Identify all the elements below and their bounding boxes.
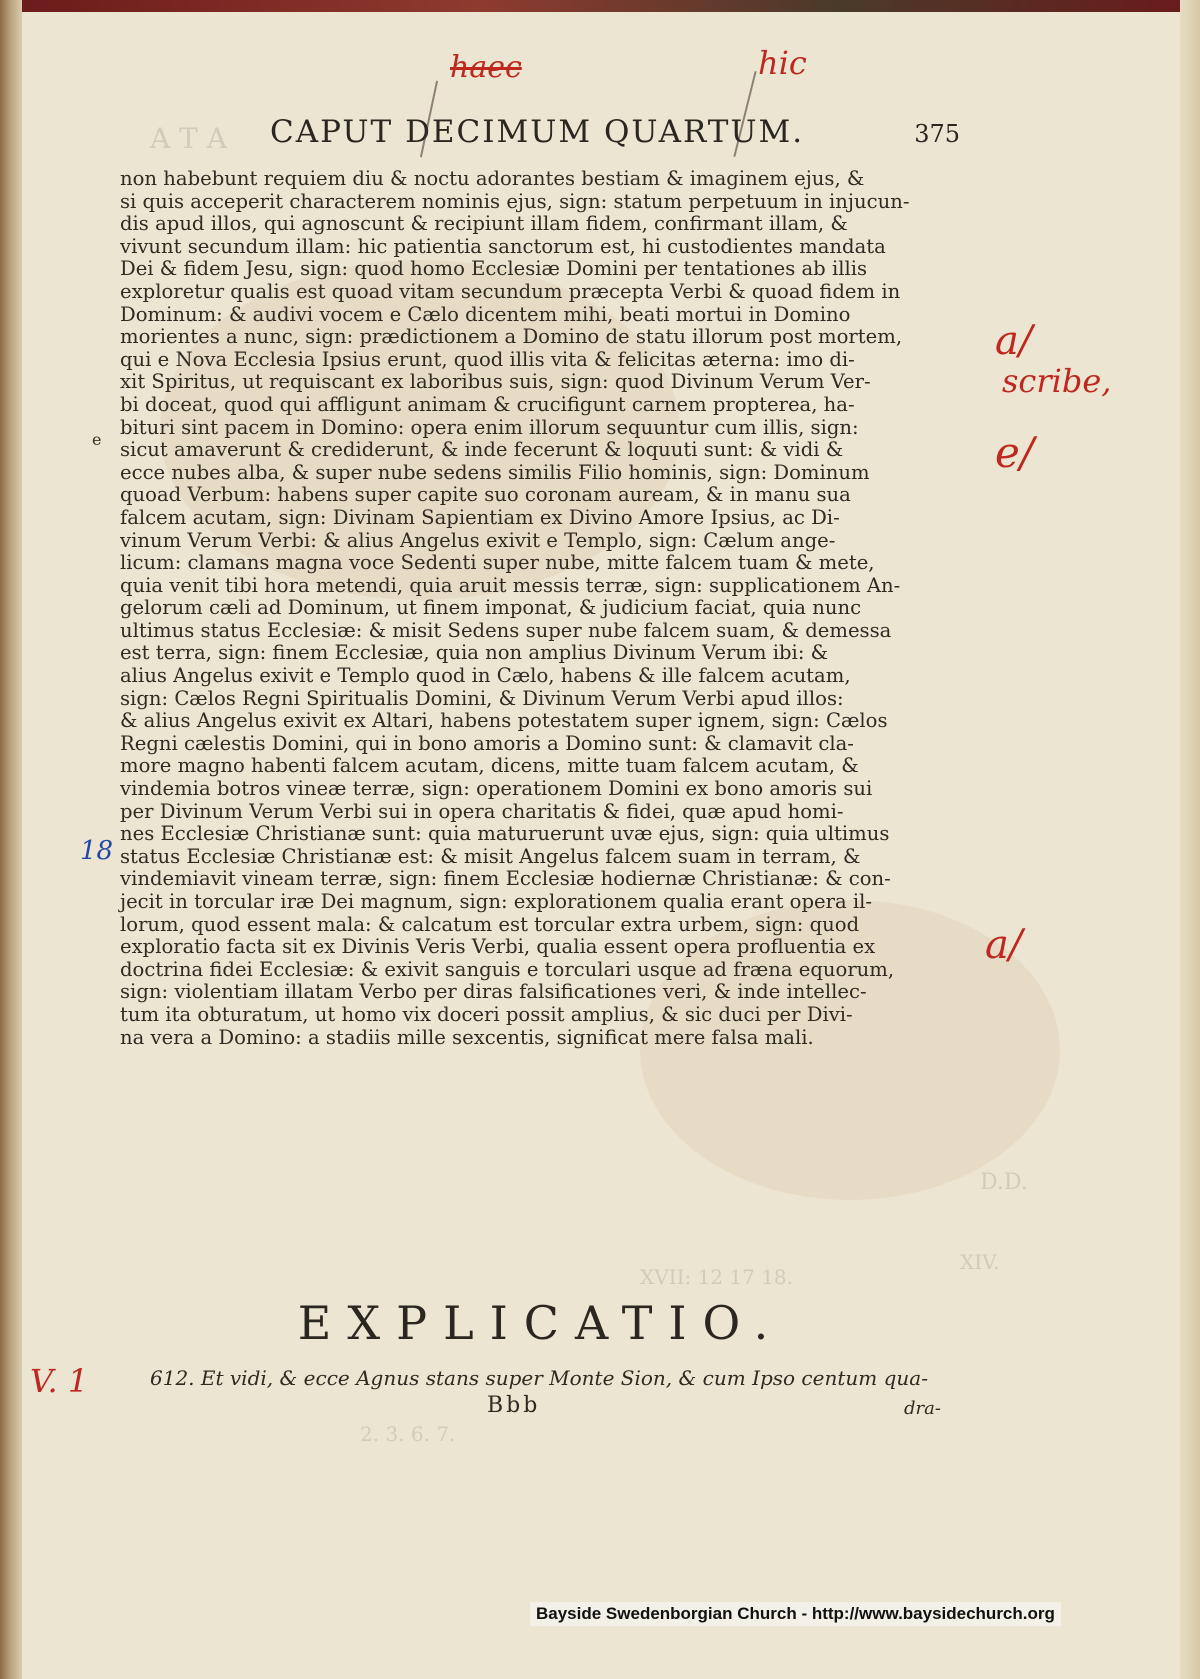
text-line: quia venit tibi hora metendi, quia aruit messis terræ, sign: supplicationem An- xyxy=(120,573,901,597)
handwritten-note-haec: haec xyxy=(450,50,522,85)
signature-mark: Bbb xyxy=(487,1393,541,1418)
text-line: si quis acceperit characterem nominis ejus, sign: statum perpetuum in injucun- xyxy=(120,189,910,213)
text-line: vinum Verum Verbi: & alius Angelus exivit e Templo, sign: Cælum ange- xyxy=(120,528,836,552)
text-line: exploratio facta sit ex Divinis Veris Verbi, qualia essent opera profluentia ex xyxy=(120,935,876,959)
handwritten-note-a: a/ xyxy=(985,922,1023,968)
text-line: tum ita obturatum, ut homo vix doceri possit amplius, & sic duci per Divi- xyxy=(120,1002,853,1026)
text-line: morientes a nunc, sign: prædictionem a Domino de statu illorum post mortem, xyxy=(120,325,903,349)
text-line: ecce nubes alba, & super nube sedens similis Filio hominis, sign: Dominum xyxy=(120,460,870,484)
running-title: CAPUT DECIMUM QUARTUM. xyxy=(270,114,805,150)
text-line: exploretur qualis est quoad vitam secundum præcepta Verbi & quoad fidem in xyxy=(120,279,901,303)
handwritten-verse-number: 18 xyxy=(80,836,114,866)
text-line: bituri sint pacem in Domino: opera enim illorum sequuntur cum illis, sign: xyxy=(120,415,859,439)
bleed-through-text: A T A xyxy=(150,122,227,155)
text-line: lorum, quod essent mala: & calcatum est torcular extra urbem, sign: quod xyxy=(120,912,860,936)
bleed-through-text: XIV. xyxy=(960,1250,1000,1274)
text-line: doctrina fidei Ecclesiæ: & exivit sanguis e torculari usque ad fræna equorum, xyxy=(120,957,895,981)
bleed-through-text: XVII: 12 17 18. xyxy=(640,1265,793,1289)
handwritten-verse-marker: V. 1 xyxy=(30,1362,89,1400)
text-line: per Divinum Verum Verbi sui in opera charitatis & fidei, quæ apud homi- xyxy=(120,799,844,823)
handwritten-note-a: a/ xyxy=(995,318,1033,364)
page-right-edge xyxy=(1180,0,1200,1679)
page-header xyxy=(120,106,960,156)
paragraph-612: 612. Et vidi, & ecce Agnus stans super Monte Sion, & cum Ipso centum qua- xyxy=(150,1366,928,1390)
text-line: non habebunt requiem diu & noctu adorantes bestiam & imaginem ejus, & xyxy=(120,167,865,190)
text-line: qui e Nova Ecclesia Ipsius erunt, quod illis vita & felicitas æterna: imo di- xyxy=(120,347,855,371)
text-line: status Ecclesiæ Christianæ est: & misit Angelus falcem suam in terram, & xyxy=(120,844,861,868)
section-heading: EXPLICATIO. xyxy=(297,1296,785,1350)
text-line: & alius Angelus exivit ex Altari, habens potestatem super ignem, sign: Cælos xyxy=(120,709,888,733)
text-line: sign: violentiam illatam Verbo per diras falsificationes veri, & inde intellec- xyxy=(120,980,867,1004)
handwritten-note-hic: hic xyxy=(758,44,807,82)
bleed-through-text: 2. 3. 6. 7. xyxy=(360,1422,456,1446)
text-line: bi doceat, quod qui affligunt animam & crucifigunt carnem propterea, ha- xyxy=(120,392,855,416)
text-line: Dei & fidem Jesu, sign: quod homo Ecclesiæ Domini per tentationes ab illis xyxy=(120,257,868,281)
binding-edge xyxy=(0,0,22,1679)
catchword: dra- xyxy=(904,1398,941,1419)
text-line: ultimus status Ecclesiæ: & misit Sedens super nube falcem suam, & demessa xyxy=(120,618,892,642)
handwritten-note-e: e/ xyxy=(995,428,1035,477)
body-text xyxy=(120,168,962,1049)
text-line: nes Ecclesiæ Christianæ sunt: quia maturuerunt uvæ ejus, sign: quia ultimus xyxy=(120,822,890,846)
bleed-through-text: D.D. xyxy=(980,1170,1028,1195)
text-line: falcem acutam, sign: Divinam Sapientiam ex Divino Amore Ipsius, ac Di- xyxy=(120,505,840,529)
text-line: vivunt secundum illam: hic patientia sanctorum est, hi custodientes mandata xyxy=(120,234,886,258)
text-line: vindemiavit vineam terræ, sign: finem Ecclesiæ hodiernæ Christianæ: & con- xyxy=(120,867,891,891)
text-line: Regni cælestis Domini, qui in bono amoris a Domino sunt: & clamavit cla- xyxy=(120,731,854,755)
text-line: dis apud illos, qui agnoscunt & recipiunt illam fidem, confirmant illam, & xyxy=(120,212,848,236)
page-top-edge xyxy=(0,0,1200,12)
text-line: Dominum: & audivi vocem e Cælo dicentem mihi, beati mortui in Domino xyxy=(120,302,851,326)
text-line: sicut amaverunt & crediderunt, & inde fecerunt & loquuti sunt: & vidi & xyxy=(120,438,844,462)
text-line: jecit in torcular iræ Dei magnum, sign: explorationem qualia erant opera il- xyxy=(120,890,873,913)
text-line: alius Angelus exivit e Templo quod in Cælo, habens & ille falcem acutam, xyxy=(120,664,851,688)
text-line: licum: clamans magna voce Sedenti super nube, mitte falcem tuam & mete, xyxy=(120,551,875,575)
text-line: more magno habenti falcem acutam, dicens, mitte tuam falcem acutam, & xyxy=(120,754,859,778)
marginal-letter: e xyxy=(92,430,102,449)
text-line: gelorum cæli ad Dominum, ut finem imponat, & judicium faciat, quia nunc xyxy=(120,596,862,620)
text-line: vindemia botros vineæ terræ, sign: operationem Domini ex bono amoris sui xyxy=(120,777,873,801)
text-line: na vera a Domino: a stadiis mille sexcentis, significat mere falsa mali. xyxy=(120,1025,814,1049)
text-line: est terra, sign: finem Ecclesiæ, quia non amplius Divinum Verum ibi: & xyxy=(120,641,829,665)
page-number: 375 xyxy=(914,120,960,148)
text-line: sign: Cælos Regni Spiritualis Domini, & Divinum Verum Verbi apud illos: xyxy=(120,686,844,710)
watermark-credit: Bayside Swedenborgian Church - http://www.baysidechurch.org xyxy=(530,1602,1061,1626)
handwritten-note-scribe: scribe, xyxy=(1002,362,1112,400)
text-line: xit Spiritus, ut requiscant ex laboribus suis, sign: quod Divinum Verum Ver- xyxy=(120,370,871,394)
text-line: quoad Verbum: habens super capite suo coronam auream, & in manu sua xyxy=(120,483,851,507)
